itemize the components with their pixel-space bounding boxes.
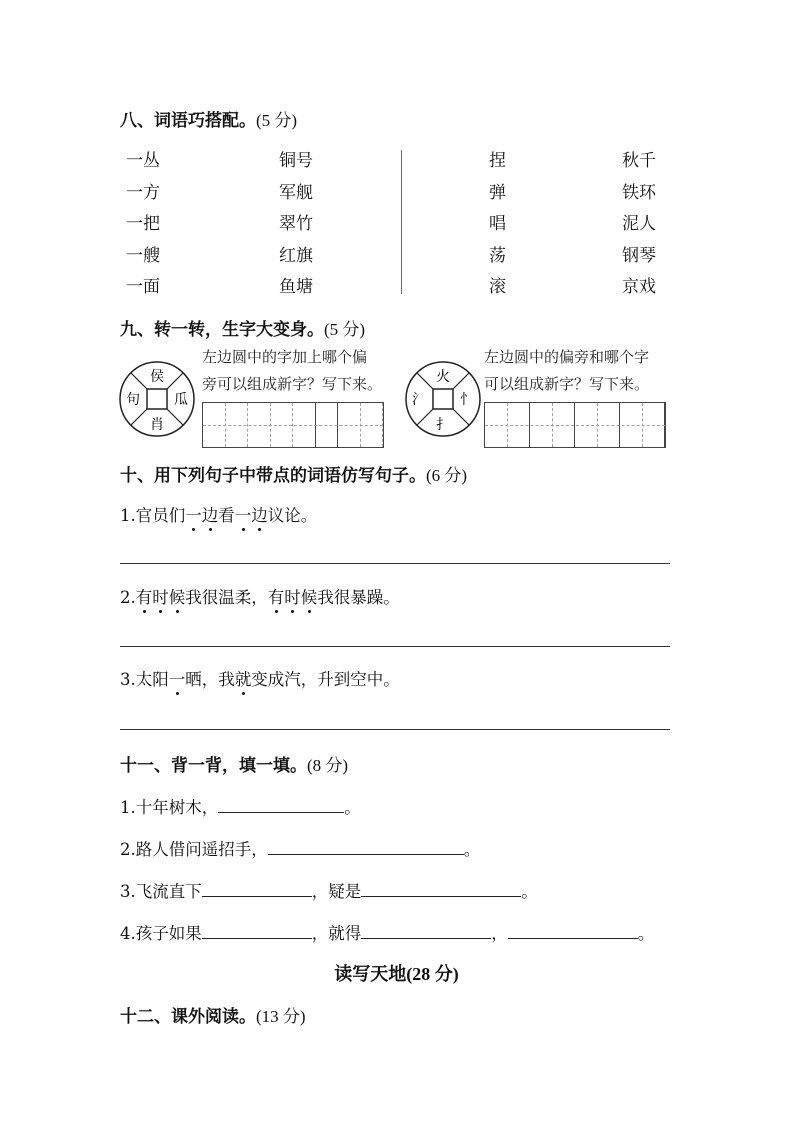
recite-text: ，就得	[311, 924, 362, 943]
section-11-points: (8 分)	[307, 756, 349, 775]
fill-blank[interactable]	[361, 922, 491, 939]
s11-line-1	[120, 794, 361, 818]
sentence-text: 2.	[120, 588, 136, 607]
s8-left-col1	[126, 146, 160, 304]
section-8-title: 八、词语巧搭配。	[120, 111, 256, 131]
s8-right-col2	[622, 146, 656, 304]
wheel1-left: 句	[126, 392, 140, 408]
dotted-char: 边	[251, 506, 268, 525]
word-item: 钢琴	[622, 245, 656, 266]
section-10-heading	[120, 461, 467, 486]
s10-question-3	[120, 666, 400, 690]
recite-text: 4.孩子如果	[120, 924, 202, 943]
sentence-text: 我很暴躁。	[317, 588, 400, 607]
s9-instruction-2	[484, 344, 649, 398]
recite-text: 。	[344, 798, 361, 817]
word-item: 一方	[126, 182, 160, 203]
s11-line-3	[120, 878, 538, 902]
wheel1-top: 侯	[150, 369, 164, 385]
recite-text: ，	[491, 924, 508, 943]
reading-writing-title	[0, 960, 793, 986]
s10-question-1	[120, 502, 317, 526]
s11-line-2	[120, 836, 480, 860]
wheel2-right: 忄	[460, 392, 474, 408]
word-item: 秋千	[622, 151, 656, 171]
dotted-char: 就	[234, 670, 252, 689]
recite-text: 1.十年树木，	[120, 798, 219, 817]
fill-blank[interactable]	[202, 922, 312, 939]
section-8-points: (5 分)	[256, 111, 298, 130]
writing-grid-1[interactable]	[202, 402, 384, 448]
section-10-title: 十、用下列句子中带点的词语仿写句子。	[120, 466, 426, 486]
word-item: 红旗	[279, 245, 313, 266]
word-item: 荡	[489, 245, 506, 266]
section-11-title: 十一、背一背，填一填。	[120, 756, 307, 776]
sentence-text: 变成汽，升到空中。	[251, 670, 400, 689]
word-item: 一艘	[126, 245, 160, 266]
section-8-heading	[120, 106, 297, 131]
rw-title: 读写天地	[334, 964, 407, 985]
recite-text: 2.路人借问遥招手，	[120, 840, 268, 859]
s8-left-col2	[279, 146, 313, 304]
dotted-char: 一	[185, 506, 202, 525]
recite-text: 。	[637, 924, 655, 943]
section-12-title: 十二、课外阅读。	[120, 1007, 256, 1027]
section-9-heading	[120, 315, 365, 340]
column-divider	[401, 150, 402, 294]
section-12-points: (13 分)	[256, 1007, 306, 1026]
rw-points: (28 分)	[406, 964, 459, 984]
fill-blank[interactable]	[268, 838, 464, 855]
section-10-points: (6 分)	[426, 466, 468, 485]
wheel1-bottom: 肖	[150, 417, 164, 433]
sentence-text: 晒，我	[185, 670, 235, 689]
s11-line-4	[120, 920, 654, 944]
word-item: 唱	[489, 214, 506, 234]
dotted-char: 有	[135, 588, 153, 607]
section-12-heading	[120, 1002, 306, 1027]
wheel2-left: 氵	[412, 392, 426, 408]
instruction-line: 旁可以组成新字？写下来。	[202, 375, 383, 393]
sentence-text: 3.太阳	[120, 670, 169, 689]
word-item: 捏	[489, 151, 506, 171]
character-wheel-1	[118, 360, 196, 438]
word-item: 泥人	[622, 214, 656, 234]
fill-blank[interactable]	[508, 922, 638, 939]
dotted-char: 候	[168, 588, 186, 607]
answer-line-3[interactable]	[120, 729, 670, 730]
word-item: 铁环	[622, 182, 656, 203]
word-item: 一面	[126, 277, 160, 297]
word-item: 一丛	[126, 151, 160, 171]
fill-blank[interactable]	[361, 880, 521, 897]
dotted-char: 有	[267, 588, 285, 607]
answer-line-2[interactable]	[120, 646, 670, 647]
wheel2-top: 火	[436, 369, 450, 385]
s8-right-col1	[489, 146, 506, 304]
dotted-char: 边	[201, 506, 219, 525]
dotted-char: 时	[152, 588, 169, 607]
dotted-char: 时	[284, 588, 301, 607]
recite-text: 。	[463, 840, 481, 859]
answer-line-1[interactable]	[120, 563, 670, 564]
instruction-line: 可以组成新字？写下来。	[484, 375, 650, 393]
dotted-char: 一	[234, 506, 252, 525]
wheel1-right: 瓜	[174, 392, 188, 408]
section-9-points: (5 分)	[324, 320, 366, 339]
word-item: 军舰	[279, 182, 313, 203]
section-9-title: 九、转一转，生字大变身。	[120, 320, 324, 340]
word-item: 鱼塘	[279, 277, 313, 297]
character-wheel-2	[404, 360, 482, 438]
sentence-text: 议论。	[267, 506, 318, 525]
fill-blank[interactable]	[218, 796, 344, 813]
s9-instruction-1	[202, 344, 382, 398]
dotted-char: 一	[168, 670, 186, 689]
word-item: 滚	[489, 277, 506, 297]
word-item: 一把	[126, 214, 160, 234]
sentence-text: 看	[218, 506, 235, 525]
sentence-text: 1.官员们	[120, 506, 186, 525]
instruction-line: 左边圆中的偏旁和哪个字	[484, 348, 650, 366]
word-item: 京戏	[622, 277, 656, 297]
section-11-heading	[120, 751, 348, 776]
word-item: 弹	[489, 182, 506, 203]
fill-blank[interactable]	[202, 880, 312, 897]
recite-text: 。	[521, 882, 538, 901]
word-item: 翠竹	[279, 214, 313, 234]
recite-text: ，疑是	[311, 882, 362, 901]
sentence-text: 我很温柔，	[185, 588, 268, 607]
dotted-char: 候	[300, 588, 318, 607]
recite-text: 3.飞流直下	[120, 882, 202, 901]
writing-grid-2[interactable]	[484, 402, 666, 448]
s10-question-2	[120, 584, 400, 608]
word-item: 铜号	[279, 151, 313, 171]
instruction-line: 左边圆中的字加上哪个偏	[202, 348, 368, 366]
wheel2-bottom: 扌	[436, 417, 450, 433]
